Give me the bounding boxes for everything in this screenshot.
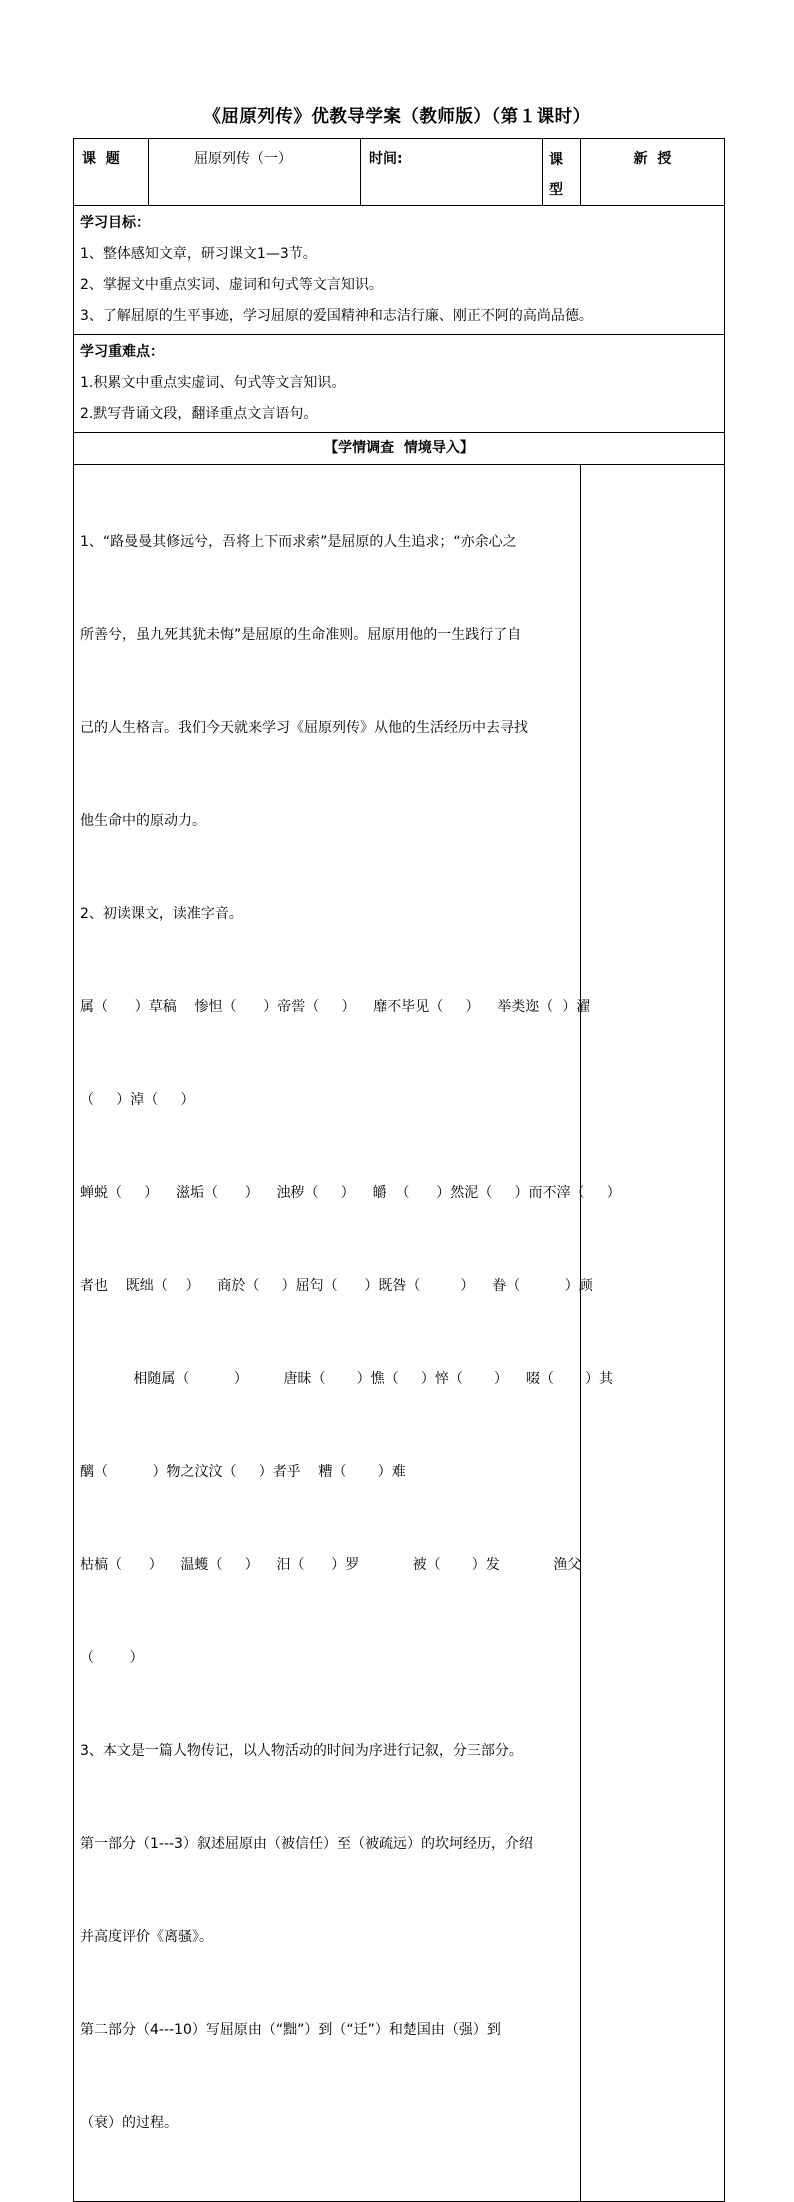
section-banner: 【学情调查 情境导入】 — [74, 433, 725, 465]
content-line: 并高度评价《离骚》。 — [80, 1929, 213, 1945]
lesson-plan-table — [73, 138, 725, 2202]
content-line: 所善兮，虽九死其犹未悔”是屈原的生命准则。屈原用他的一生践行了自 — [80, 627, 522, 643]
type-label-2: 型 — [549, 182, 563, 198]
content-line: 3、本文是一篇人物传记，以人物活动的时间为序进行记叙，分三部分。 — [80, 1743, 523, 1759]
header-row — [74, 139, 725, 206]
type-label-cell — [543, 139, 581, 206]
content-line: 属（ ）草稿 惨怛（ ）帝喾（ ） 靡不毕见（ ） 举类迩（ ）濯 — [80, 999, 591, 1015]
time-cell — [361, 139, 543, 206]
type-value: 新 授 — [633, 151, 672, 167]
key-points-title: 学习重难点： — [80, 344, 164, 360]
content-line: 第一部分（1---3）叙述屈原由（被信任）至（被疏远）的坎坷经历，介绍 — [80, 1836, 533, 1852]
content-line: 2、初读课文，读准字音。 — [80, 906, 243, 922]
content-line: 己的人生格言。我们今天就来学习《屈原列传》从他的生活经历中去寻找 — [80, 720, 528, 736]
notes-cell — [581, 465, 725, 2202]
content-line: （ ）淖（ ） — [80, 1092, 195, 1108]
objective-item: 3、了解屈原的生平事迹，学习屈原的爱国精神和志洁行廉、刚正不阿的高尚品德。 — [80, 308, 593, 324]
objectives-row — [74, 206, 725, 335]
content-line: 枯槁（ ） 温蠖（ ） 汨（ ）罗 被（ ）发 渔父 — [80, 1557, 582, 1573]
key-points-row — [74, 335, 725, 433]
banner-row — [74, 433, 725, 465]
content-line: 他生命中的原动力。 — [80, 813, 206, 829]
content-line: 蝉蜕（ ） 滋垢（ ） 浊秽（ ） 皭 （ ）然泥（ ）而不滓（ ） — [80, 1185, 621, 1201]
topic-value-cell — [149, 139, 361, 206]
content-line: 1、“路曼曼其修远兮，吾将上下而求索”是屈原的人生追求；“亦余心之 — [80, 534, 517, 550]
content-cell — [74, 465, 621, 2202]
type-label-1: 课 — [549, 152, 563, 168]
type-value-cell — [581, 139, 725, 206]
time-label: 时间: — [369, 151, 403, 167]
content-line: （ ） — [80, 1650, 144, 1666]
content-line: （衰）的过程。 — [80, 2115, 178, 2131]
topic-value: 屈原列传（一） — [194, 151, 292, 167]
objective-item: 2、掌握文中重点实词、虚词和句式等文言知识。 — [80, 277, 383, 293]
key-point-item: 2.默写背诵文段，翻译重点文言语句。 — [80, 406, 318, 422]
key-points-cell — [74, 335, 725, 433]
content-line: 者也 既绌（ ） 商於（ ）屈匄（ ）既咎（ ） 眷（ ）顾 — [80, 1278, 593, 1294]
content-line: 醨（ ）物之汶汶（ ）者乎 糟（ ）难 — [80, 1464, 406, 1480]
content-line: 第二部分（4---10）写屈原由（“黜”）到（“迁”）和楚国由（强）到 — [80, 2022, 501, 2038]
objectives-cell — [74, 206, 725, 335]
key-point-item: 1.积累文中重点实虚词、句式等文言知识。 — [80, 375, 346, 391]
objectives-title: 学习目标： — [80, 215, 150, 231]
topic-label: 课 题 — [82, 151, 120, 167]
objective-item: 1、整体感知文章，研习课文1—3节。 — [80, 246, 317, 262]
page-title: 《屈原列传》优教导学案（教师版）（第１课时） — [203, 107, 591, 127]
topic-label-cell — [74, 139, 149, 206]
content-line: 相随属（ ） 唐昧（ ）憔（ ）悴（ ） 啜（ ）其 — [80, 1371, 614, 1387]
content-row — [74, 465, 725, 2202]
